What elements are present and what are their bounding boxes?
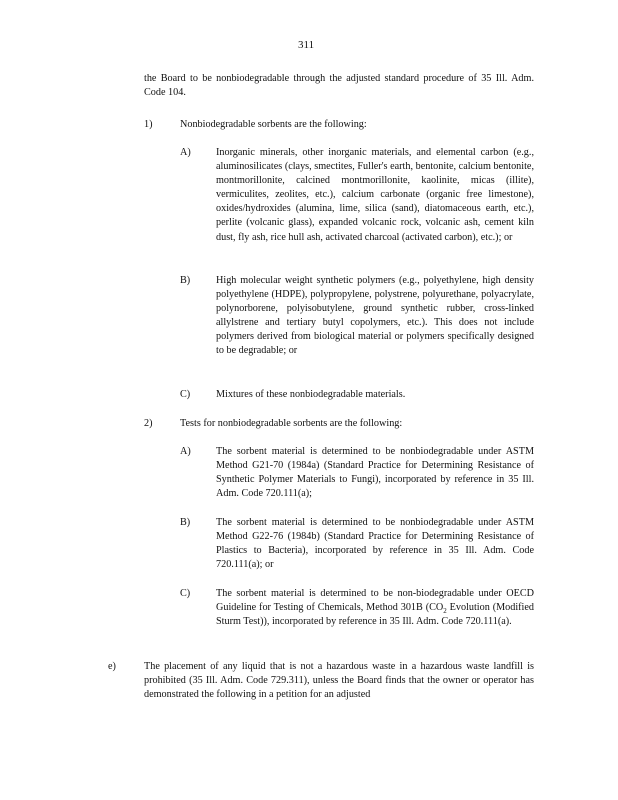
list-item-1-text: Nonbiodegradable sorbents are the following: [180, 119, 367, 130]
list-item-e-text: The placement of any liquid that is not a hazardous waste in a hazardous waste landfill is prohibited (35 Ill. Adm. Code 729.311), unless the Board finds that the owner or operator has demonstrated the following in a petition for an adjusted [144, 661, 534, 701]
list-item-2-text: Tests for nonbiodegradable sorbents are the following: [180, 418, 403, 429]
sublist-item-2a [180, 445, 534, 501]
co2-subscript: 2 [443, 607, 447, 616]
sublist-item-2b [180, 516, 534, 572]
list-item-2 [144, 417, 534, 431]
sublist-item-2c-text-before: The sorbent material is determined to be non-biodegradable under OECD Guideline for Testing of Chemicals, Method 301B (CO [216, 588, 534, 614]
sublist-marker-1a: A) [180, 147, 191, 158]
sublist-item-1c [180, 388, 534, 402]
sublist-item-1b [180, 274, 534, 359]
sublist-item-2a-text: The sorbent material is determined to be nonbiodegradable under ASTM Method G21-70 (1984a) (Standard Practice for Determining Resistance of Synthetic Polymer Materials to Fungi), incorporated by reference in 35 Ill. Adm. Code 720.111(a); [216, 446, 534, 500]
sublist-marker-1c: C) [180, 389, 191, 400]
sublist-item-2b-text: The sorbent material is determined to be nonbiodegradable under ASTM Method G22-76 (1984b) (Standard Practice for Determining Resistance of Plastics to Bacteria), incorporated by reference in 35 Ill. Adm. Code 720.111(a); or [216, 517, 534, 571]
sublist-marker-2b: B) [180, 517, 191, 528]
list-item-e [108, 660, 534, 702]
sublist-marker-1b: B) [180, 275, 191, 286]
list-marker-e: e) [108, 661, 116, 672]
intro-text: the Board to be nonbiodegradable through the adjusted standard procedure of 35 Ill. Adm. Code 104. [144, 73, 534, 99]
sublist-marker-2c: C) [180, 588, 191, 599]
list-marker-1: 1) [144, 119, 153, 130]
list-marker-2: 2) [144, 418, 153, 429]
sublist-item-1b-text: High molecular weight synthetic polymers (e.g., polyethylene, high density polyethylene (HDPE), polypropylene, polystrene, polyurethane, polyacrylate, polynorborene, polyisobutylene, ground synthetic rubber, cross-linked allylstrene and tertiary butyl copolymers, etc.). This does not include polymers derived from biological material or polymers specifically designed to be degradable; or [216, 275, 534, 357]
sublist-marker-2a: A) [180, 446, 191, 457]
sublist-item-1c-text: Mixtures of these nonbiodegradable materials. [216, 389, 406, 400]
list-item-1 [144, 118, 534, 132]
sublist-item-2c-text-after: Evolution (Modified Sturm Test)), incorporated by reference in 35 Ill. Adm. Code 720.111(a). [216, 602, 535, 628]
sublist-item-2c [180, 587, 534, 629]
intro-paragraph [144, 72, 534, 100]
page-number: 311 [298, 39, 315, 51]
sublist-item-1a [180, 146, 534, 245]
sublist-item-2c-text [216, 587, 534, 629]
sublist-item-1a-text: Inorganic minerals, other inorganic materials, and elemental carbon (e.g., aluminosilicates (clays, smectites, Fuller's earth, bentonite, calcium bentonite, montmorillonite, calcined montmorillonite, kaolinite, micas (illite), vermiculites, zeolites, etc.), calcium carbonate (organic free limestone), oxides/hydroxides (alumina, lime, silica (sand), diatomaceous earth, etc.), perlite (volcanic glass), expanded volcanic rock, volcanic ash, cement kiln dust, fly ash, rice hull ash, activated charcoal (activated carbon), etc.); or [216, 147, 534, 243]
